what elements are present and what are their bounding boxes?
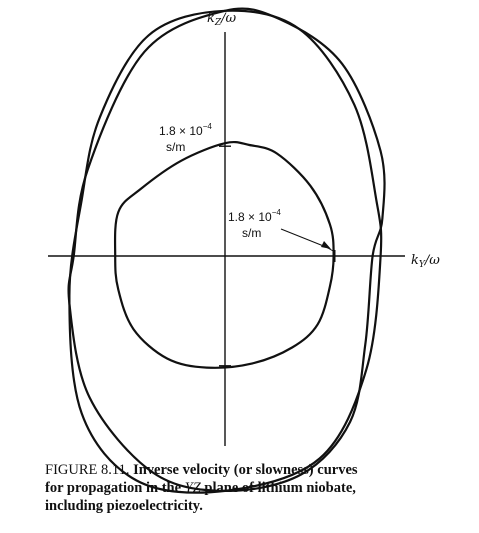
caption-line-1: Inverse velocity (or slowness) curves	[133, 462, 358, 478]
figure-caption	[45, 461, 465, 515]
caption-line-3: including piezoelectricity.	[45, 498, 203, 514]
y-tick-annotation: $1.8 \times 10^{-4}$	[159, 122, 212, 138]
figure-label: FIGURE 8.11.	[45, 462, 130, 478]
y-tick-annotation-unit: s/m	[166, 140, 186, 154]
x-tick-annotation-unit: s/m	[242, 226, 262, 240]
annotation-arrow-head	[321, 241, 331, 249]
caption-line-2: for propagation in the YZ plane of lithium niobate,	[45, 480, 356, 496]
x-tick-annotation: $1.8 \times 10^{-4}$	[228, 208, 281, 224]
curve-group	[69, 9, 385, 493]
y-axis-label: $k_Z/\omega$	[207, 11, 237, 28]
annotation-arrow-line	[281, 229, 326, 247]
x-axis-label: $k_Y/\omega$	[411, 253, 440, 270]
